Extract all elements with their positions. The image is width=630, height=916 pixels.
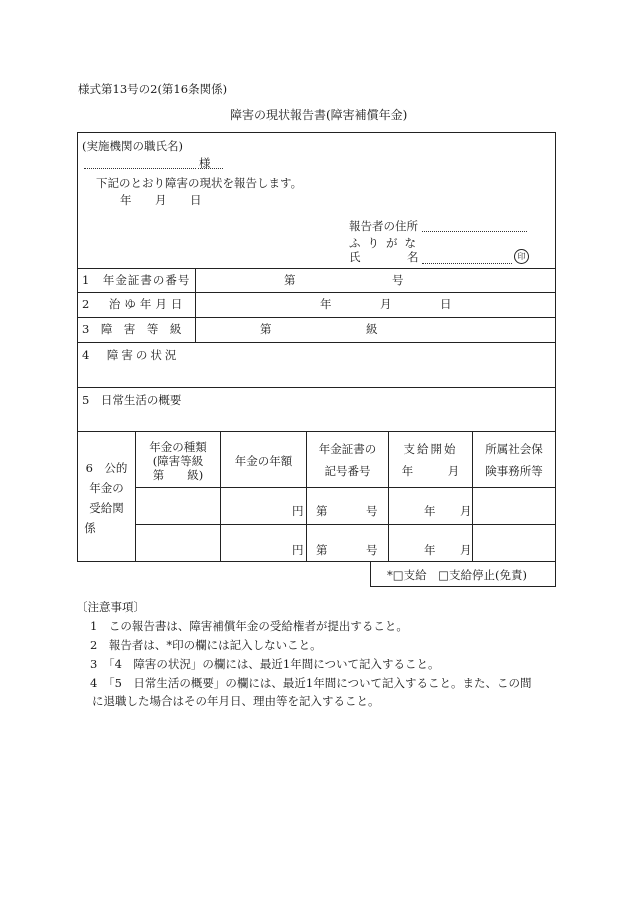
- seal-mark: 印: [514, 249, 529, 264]
- page-title: 障害の現状報告書(障害補償年金): [230, 108, 408, 122]
- name-label-2: 名: [407, 250, 419, 264]
- row-pension-cert-go: 号: [392, 273, 404, 287]
- status-options[interactable]: *□支給 □支給停止(免責): [387, 568, 527, 582]
- col-pension-type-3: 第 級): [152, 468, 204, 482]
- address-label: 報告者の住所: [349, 219, 418, 233]
- name-label-1: 氏: [349, 250, 361, 264]
- pension-row2-month: 月: [460, 543, 472, 557]
- pension-type-field[interactable]: [136, 488, 220, 524]
- col-pension-type-2: (障害等級: [152, 454, 204, 468]
- pension-row1-dai: 第: [316, 504, 328, 518]
- sama-label: 様: [199, 156, 211, 170]
- institution-field[interactable]: [84, 168, 196, 169]
- sama-underline: [198, 168, 223, 169]
- pension-row1-go: 号: [366, 504, 378, 518]
- name-field[interactable]: [422, 263, 512, 264]
- row-condition-label: 4 障害の状況: [82, 348, 180, 362]
- pension-label-line-2: 年金の: [89, 481, 124, 495]
- pension-label-line-1: 6 公的: [85, 461, 128, 475]
- pension-row1-year: 年: [424, 504, 436, 518]
- col-office-2: 険事務所等: [485, 464, 543, 478]
- pension-type-field[interactable]: [136, 525, 220, 561]
- date-day-label: 日: [190, 193, 202, 207]
- pension-label-line-4: 係: [84, 521, 96, 535]
- row-daily-life-label: 5 日常生活の概要: [82, 393, 182, 407]
- row-grade-label: 3 障 害 等 級: [82, 322, 182, 336]
- col-start-date-2: 年 月: [401, 464, 460, 478]
- address-field[interactable]: [422, 231, 527, 232]
- col-office-1: 所属社会保: [485, 442, 543, 456]
- notes-heading: 〔注意事項〕: [76, 600, 145, 614]
- row-grade-dai: 第: [260, 322, 272, 336]
- pension-row2-year: 年: [424, 543, 436, 557]
- col-cert-number-2: 記号番号: [324, 464, 371, 478]
- pension-row1-yen: 円: [292, 504, 304, 518]
- col-start-date-1: 支給開始: [403, 442, 458, 456]
- pension-row2-go: 号: [366, 543, 378, 557]
- pension-label-line-3: 受給関: [89, 501, 124, 515]
- col-annual-amount: 年金の年額: [234, 454, 293, 468]
- row-cure-date-year: 年: [320, 297, 332, 311]
- note-item: 3 「4 障害の状況」の欄には、最近1年間について記入すること。: [90, 657, 440, 671]
- date-year-label: 年: [120, 193, 132, 207]
- intro-text: 下記のとおり障害の現状を報告します。: [96, 176, 303, 190]
- note-item-continued: に退職した場合はその年月日、理由等を記入すること。: [92, 694, 380, 708]
- pension-row2-dai: 第: [316, 543, 328, 557]
- pension-row1-month: 月: [460, 504, 472, 518]
- col-pension-type-1: 年金の種類: [149, 440, 207, 454]
- institution-label: (実施機関の職氏名): [82, 139, 183, 153]
- col-cert-number-1: 年金証書の: [318, 442, 377, 456]
- row-cure-date-month: 月: [380, 297, 392, 311]
- note-item: 4 「5 日常生活の概要」の欄には、最近1年間について記入すること。また、この間: [90, 676, 532, 690]
- row-condition-field[interactable]: [78, 365, 554, 385]
- row-cure-date-label: 2 治ゆ年月日: [82, 297, 187, 311]
- note-item: 2 報告者は、*印の欄には記入しないこと。: [90, 638, 322, 652]
- row-pension-cert-label: 1 年金証書の番号: [82, 273, 191, 287]
- form-number: 様式第13号の2(第16条関係): [78, 82, 228, 96]
- date-month-label: 月: [155, 193, 167, 207]
- pension-row2-yen: 円: [292, 543, 304, 557]
- row-pension-cert-dai: 第: [284, 273, 296, 287]
- note-item: 1 この報告書は、障害補償年金の受給権者が提出すること。: [90, 619, 408, 633]
- furigana-label: ふりがな: [349, 236, 423, 250]
- row-grade-kyu: 級: [366, 322, 378, 336]
- row-daily-life-field[interactable]: [78, 410, 554, 430]
- row-cure-date-day: 日: [440, 297, 452, 311]
